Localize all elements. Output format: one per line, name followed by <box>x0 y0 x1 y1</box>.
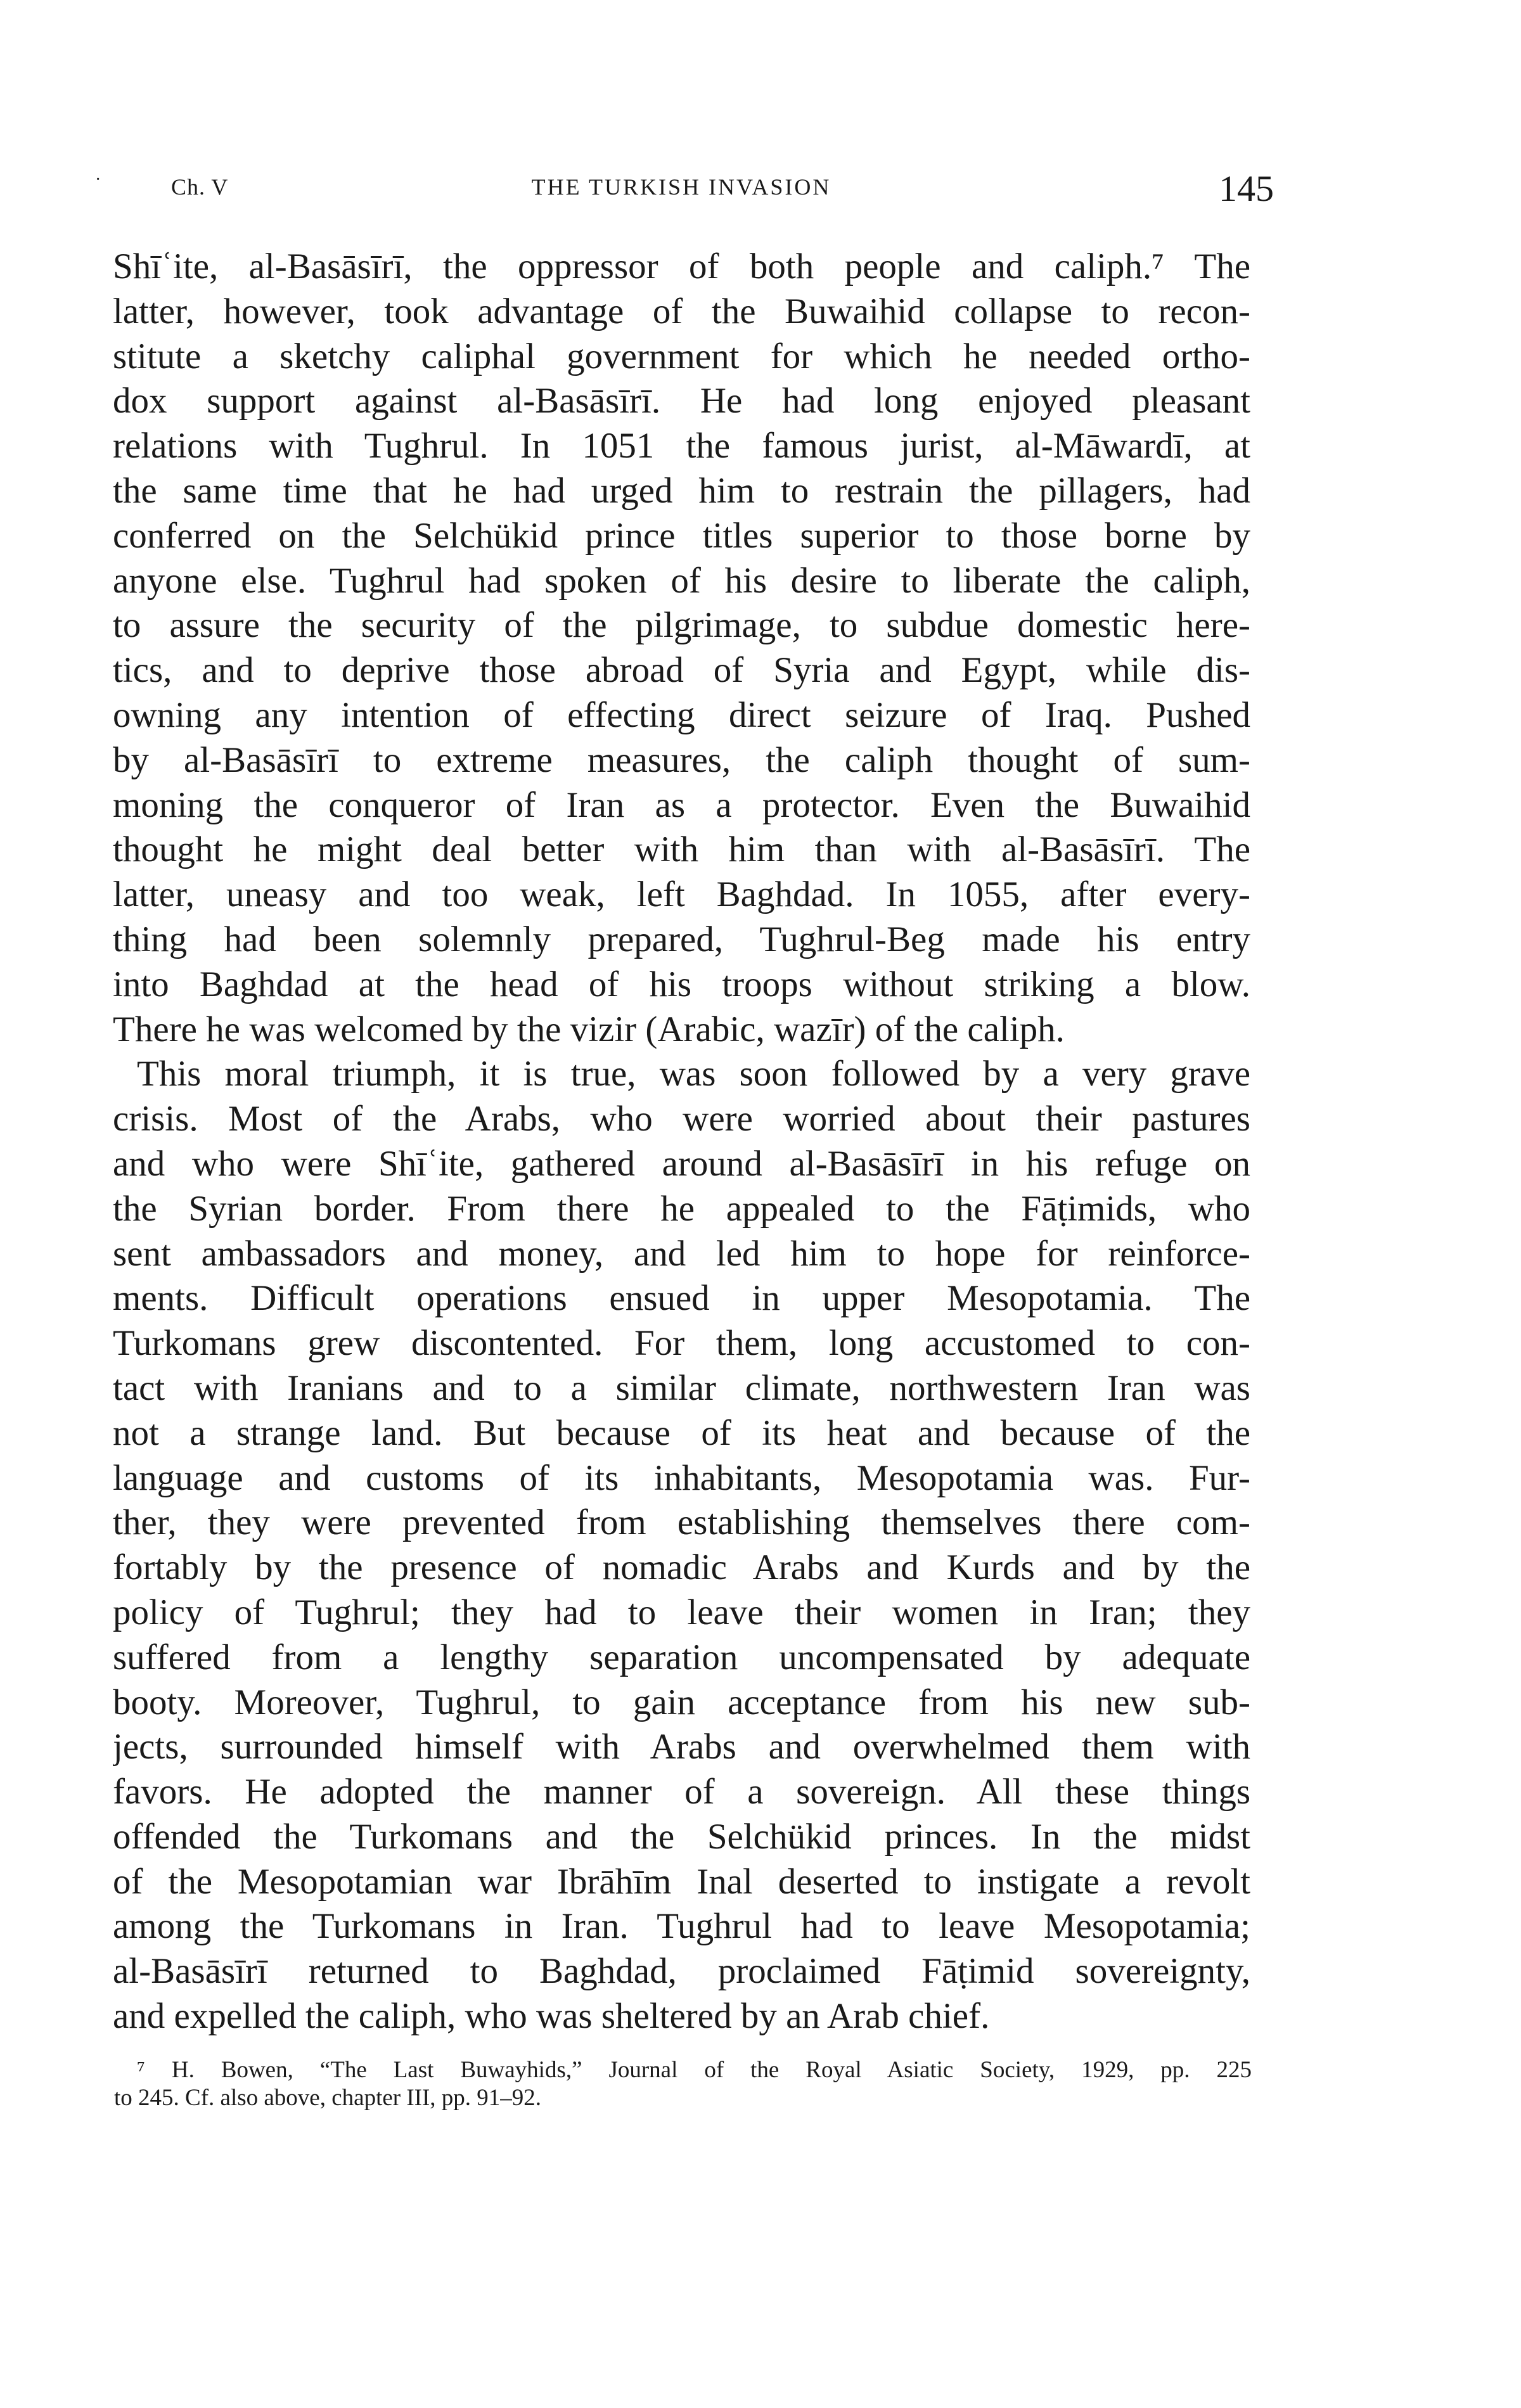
text-line: dox support against al-Basāsīrī. He had long enjoyed pleasant <box>113 381 1250 421</box>
text-line: relations with Tughrul. In 1051 the famous jurist, al-Māwardī, at <box>113 426 1250 466</box>
text-line: to assure the security of the pilgrimage, to subdue domestic here- <box>113 605 1250 646</box>
text-line: not a strange land. But because of its heat and because of the <box>113 1412 1250 1453</box>
text-line: favors. He adopted the manner of a sovereign. All these things <box>113 1772 1250 1812</box>
text-line: There he was welcomed by the vizir (Arabic, wazīr) of the caliph. <box>113 1009 1065 1049</box>
text-line: among the Turkomans in Iran. Tughrul had to leave Mesopotamia; <box>113 1906 1250 1947</box>
text-line: into Baghdad at the head of his troops without striking a blow. <box>113 964 1250 1004</box>
text-line: conferred on the Selchükid prince titles superior to those borne by <box>113 515 1250 556</box>
text-line: jects, surrounded himself with Arabs and overwhelmed them with <box>113 1727 1250 1767</box>
text-line: sent ambassadors and money, and led him to hope for reinforce- <box>113 1233 1250 1274</box>
text-line: language and customs of its inhabitants, Mesopotamia was. Fur- <box>113 1457 1250 1498</box>
text-line: of the Mesopotamian war Ibrāhīm Inal deserted to instigate a revolt <box>113 1861 1250 1902</box>
text-line: thing had been solemnly prepared, Tughrul-Beg made his entry <box>113 919 1250 959</box>
text-line: moning the conqueror of Iran as a protector. Even the Buwaihid <box>113 785 1250 825</box>
text-line: by al-Basāsīrī to extreme measures, the caliph thought of sum- <box>113 740 1250 780</box>
footnote-line: ⁷ H. Bowen, “The Last Buwayhids,” Journal of the Royal Asiatic Society, 1929, pp. 225 <box>137 2057 1252 2083</box>
running-title: THE TURKISH INVASION <box>531 174 831 200</box>
text-line: al-Basāsīrī returned to Baghdad, proclaimed Fāṭimid sovereignty, <box>113 1951 1250 1992</box>
text-line: crisis. Most of the Arabs, who were worried about their pastures <box>113 1099 1250 1139</box>
text-line: Turkomans grew discontented. For them, long accustomed to con- <box>113 1323 1250 1364</box>
text-line: the same time that he had urged him to restrain the pillagers, had <box>113 470 1250 511</box>
text-line: booty. Moreover, Tughrul, to gain acceptance from his new sub- <box>113 1682 1250 1722</box>
stray-dot: · <box>95 170 101 189</box>
text-line: policy of Tughrul; they had to leave their women in Iran; they <box>113 1592 1250 1632</box>
running-header <box>95 165 1274 215</box>
text-line: and who were Shīʿite, gathered around al-Basāsīrī in his refuge on <box>113 1143 1250 1184</box>
text-line: thought he might deal better with him than with al-Basāsīrī. The <box>113 829 1250 870</box>
chapter-label: Ch. V <box>171 174 229 200</box>
text-line: ments. Difficult operations ensued in upper Mesopotamia. The <box>113 1278 1250 1319</box>
text-line: owning any intention of effecting direct seizure of Iraq. Pushed <box>113 695 1250 735</box>
text-line: stitute a sketchy caliphal government for which he needed ortho- <box>113 336 1250 376</box>
text-line: anyone else. Tughrul had spoken of his desire to liberate the caliph, <box>113 560 1250 601</box>
text-line: offended the Turkomans and the Selchükid princes. In the midst <box>113 1816 1250 1857</box>
footnote <box>114 2056 1252 2112</box>
footnote-line: to 245. Cf. also above, chapter III, pp. 91–92. <box>114 2085 542 2111</box>
body-text <box>113 245 1250 2039</box>
text-line: latter, however, took advantage of the Buwaihid collapse to recon- <box>113 291 1250 331</box>
text-line: and expelled the caliph, who was sheltered by an Arab chief. <box>113 1996 990 2037</box>
text-line: tact with Iranians and to a similar climate, northwestern Iran was <box>113 1367 1250 1408</box>
text-line: the Syrian border. From there he appealed to the Fāṭimids, who <box>113 1188 1250 1229</box>
text-line: fortably by the presence of nomadic Arabs and Kurds and by the <box>113 1547 1250 1588</box>
page-number: 145 <box>1219 168 1274 209</box>
text-line: tics, and to deprive those abroad of Syria and Egypt, while dis- <box>113 650 1250 691</box>
text-line: latter, uneasy and too weak, left Baghdad. In 1055, after every- <box>113 874 1250 915</box>
text-line: This moral triumph, it is true, was soon followed by a very grave <box>137 1054 1250 1094</box>
text-line: Shīʿite, al-Basāsīrī, the oppressor of both people and caliph.⁷ The <box>113 247 1250 286</box>
text-line: ther, they were prevented from establishing themselves there com- <box>113 1502 1250 1543</box>
text-line: suffered from a lengthy separation uncompensated by adequate <box>113 1637 1250 1677</box>
